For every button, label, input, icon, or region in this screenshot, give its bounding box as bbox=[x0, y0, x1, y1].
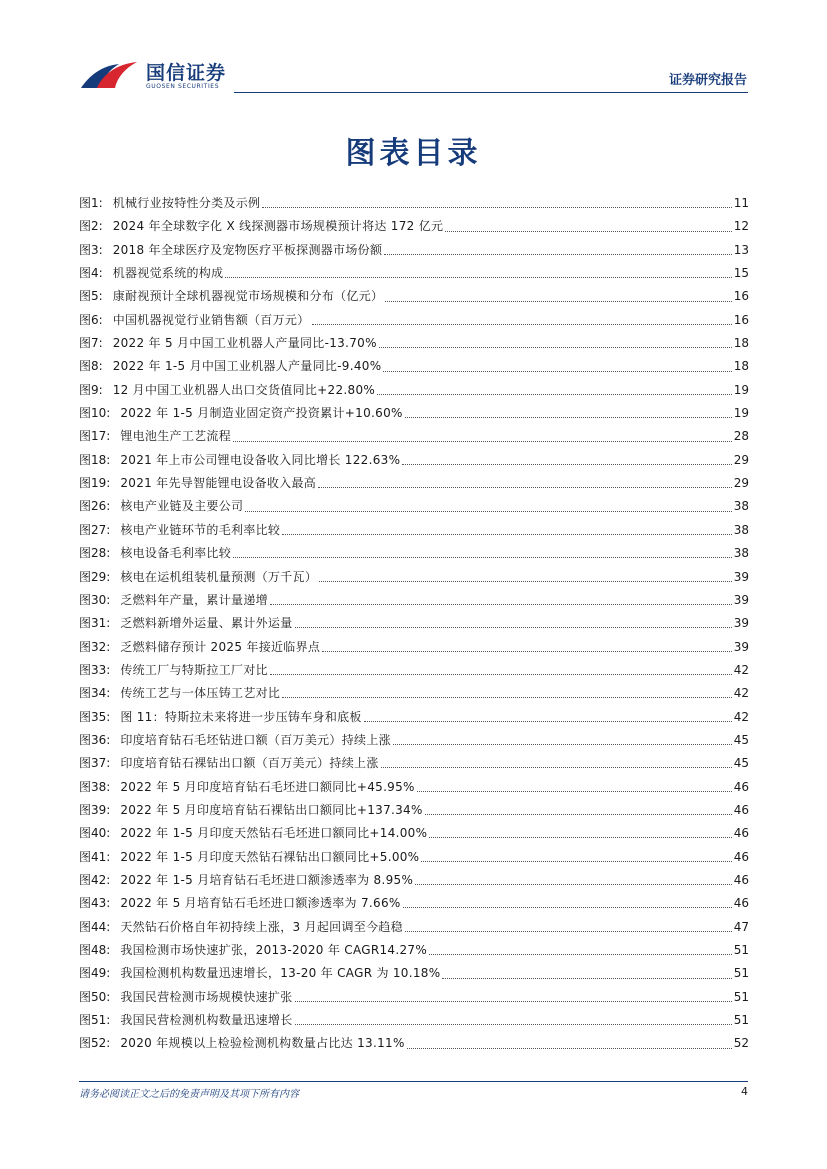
toc-entry-leader bbox=[421, 861, 731, 862]
toc-entry-leader bbox=[322, 651, 732, 652]
toc-entry-leader bbox=[403, 907, 732, 908]
toc-entry[interactable] bbox=[79, 706, 749, 729]
toc-entry-title: 2022 年 1-5 月中国工业机器人产量同比-9.40% bbox=[112, 359, 382, 374]
toc-entry[interactable] bbox=[79, 449, 749, 472]
toc-entry-leader bbox=[233, 441, 732, 442]
toc-entry-page: 16 bbox=[733, 289, 749, 304]
brand-name-cn: 国信证券 bbox=[146, 62, 227, 84]
toc-entry-leader bbox=[262, 207, 731, 208]
page-header bbox=[0, 0, 827, 100]
toc-entry-page: 29 bbox=[733, 476, 749, 491]
toc-entry-leader bbox=[442, 978, 731, 979]
toc-entry-page: 11 bbox=[733, 196, 749, 210]
toc-entry[interactable] bbox=[79, 892, 749, 915]
toc-entry-title: 图 11：特斯拉未来将进一步压铸车身和底板 bbox=[120, 709, 362, 724]
toc-entry-page: 42 bbox=[733, 709, 749, 724]
toc-entry-title: 2022 年 1-5 月印度天然钻石毛坯进口额同比+14.00% bbox=[120, 826, 428, 841]
toc-entry-title: 12 月中国工业机器人出口交货值同比+22.80% bbox=[112, 382, 376, 397]
toc-entry-label: 图4: bbox=[79, 266, 103, 281]
toc-entry[interactable] bbox=[79, 495, 749, 518]
toc-entry-leader bbox=[402, 464, 731, 465]
toc-entry[interactable] bbox=[79, 729, 749, 752]
toc-entry[interactable] bbox=[79, 519, 749, 542]
toc-entry-leader bbox=[415, 884, 732, 885]
toc-entry-page: 46 bbox=[733, 849, 749, 864]
toc-entry-leader bbox=[282, 534, 731, 535]
toc-entry-label: 图52: bbox=[79, 1036, 111, 1051]
toc-entry-label: 图37: bbox=[79, 756, 111, 771]
toc-entry-page: 51 bbox=[733, 1013, 749, 1028]
toc-entry[interactable] bbox=[79, 1032, 749, 1055]
toc-entry[interactable] bbox=[79, 239, 749, 262]
page-title: 图表目录 bbox=[345, 136, 482, 171]
toc-entry-label: 图39: bbox=[79, 802, 111, 817]
toc-entry-title: 2024 年全球数字化 X 线探测器市场规模预计将达 172 亿元 bbox=[112, 219, 444, 234]
toc-entry[interactable] bbox=[79, 962, 749, 985]
toc-entry[interactable] bbox=[79, 355, 749, 378]
toc-entry-label: 图27: bbox=[79, 522, 111, 537]
toc-entry-page: 38 bbox=[733, 546, 749, 561]
toc-entry-title: 2022 年 1-5 月培育钻石毛坯进口额渗透率为 8.95% bbox=[120, 872, 414, 887]
toc-entry-label: 图9: bbox=[79, 382, 103, 397]
toc-entry-page: 51 bbox=[733, 966, 749, 981]
figure-toc bbox=[79, 192, 749, 1056]
report-type: 证券研究报告 bbox=[668, 73, 747, 88]
guosen-logo-icon bbox=[79, 58, 139, 92]
toc-entry-title: 2020 年规模以上检验检测机构数量占比达 13.11% bbox=[120, 1036, 405, 1051]
toc-entry-label: 图8: bbox=[79, 359, 103, 374]
toc-entry[interactable] bbox=[79, 379, 749, 402]
toc-entry-title: 我国民营检测机构数量迅速增长 bbox=[120, 1013, 293, 1028]
toc-entry[interactable] bbox=[79, 986, 749, 1009]
toc-entry-label: 图7: bbox=[79, 336, 103, 351]
toc-entry-leader bbox=[383, 371, 731, 372]
toc-entry-page: 38 bbox=[733, 499, 749, 514]
toc-entry-label: 图35: bbox=[79, 709, 111, 724]
toc-entry-page: 16 bbox=[733, 312, 749, 327]
toc-entry-page: 18 bbox=[733, 359, 749, 374]
toc-entry-leader bbox=[245, 511, 731, 512]
toc-entry-leader bbox=[295, 627, 732, 628]
toc-entry-title: 我国检测市场快速扩张，2013-2020 年 CAGR14.27% bbox=[120, 943, 428, 957]
toc-entry[interactable] bbox=[79, 636, 749, 659]
toc-entry-label: 图17: bbox=[79, 429, 111, 444]
toc-entry[interactable] bbox=[79, 939, 749, 962]
footer-divider bbox=[79, 1081, 748, 1082]
toc-entry-label: 图49: bbox=[79, 966, 111, 981]
toc-entry-page: 52 bbox=[733, 1036, 749, 1051]
toc-entry-leader bbox=[393, 744, 732, 745]
toc-entry-title: 2022 年 1-5 月印度天然钻石裸钻出口额同比+5.00% bbox=[120, 849, 420, 864]
toc-entry-leader bbox=[318, 487, 732, 488]
toc-entry[interactable] bbox=[79, 215, 749, 238]
toc-entry-title: 乏燃料新增外运量、累计外运量 bbox=[120, 616, 293, 631]
toc-entry-leader bbox=[379, 347, 732, 348]
toc-entry[interactable] bbox=[79, 846, 749, 869]
toc-entry-page: 51 bbox=[733, 989, 749, 1004]
toc-entry-page: 42 bbox=[733, 662, 749, 677]
toc-entry[interactable] bbox=[79, 589, 749, 612]
toc-entry-title: 2021 年先导智能锂电设备收入最高 bbox=[120, 476, 317, 491]
toc-entry-title: 2022 年 5 月印度培育钻石毛坯进口额同比+45.95% bbox=[120, 779, 415, 794]
toc-entry[interactable] bbox=[79, 612, 749, 635]
toc-entry-title: 天然钻石价格自年初持续上涨，3 月起回调至今趋稳 bbox=[120, 919, 403, 934]
toc-entry-leader bbox=[319, 581, 732, 582]
toc-entry[interactable] bbox=[79, 472, 749, 495]
toc-entry-leader bbox=[425, 814, 732, 815]
toc-entry[interactable] bbox=[79, 869, 749, 892]
toc-entry-page: 45 bbox=[733, 756, 749, 771]
toc-entry[interactable] bbox=[79, 776, 749, 799]
toc-entry-page: 19 bbox=[733, 382, 749, 397]
header-divider bbox=[234, 92, 748, 93]
toc-entry-page: 12 bbox=[733, 219, 749, 234]
toc-entry-leader bbox=[295, 1001, 732, 1002]
toc-entry-leader bbox=[385, 301, 731, 302]
toc-entry[interactable] bbox=[79, 659, 749, 682]
toc-entry-title: 我国民营检测市场规模快速扩张 bbox=[120, 989, 293, 1004]
toc-entry-label: 图34: bbox=[79, 686, 111, 701]
toc-entry-label: 图1: bbox=[79, 196, 103, 210]
toc-entry-page: 13 bbox=[733, 242, 749, 257]
toc-entry-page: 51 bbox=[733, 943, 749, 957]
toc-entry-leader bbox=[364, 721, 732, 722]
toc-entry-title: 印度培育钻石裸钻出口额（百万美元）持续上涨 bbox=[120, 756, 379, 771]
toc-entry-label: 图6: bbox=[79, 312, 103, 327]
toc-entry[interactable] bbox=[79, 402, 749, 425]
toc-entry-page: 39 bbox=[733, 639, 749, 654]
toc-entry-leader bbox=[270, 604, 732, 605]
toc-entry-page: 15 bbox=[733, 266, 749, 281]
toc-entry-leader bbox=[233, 557, 732, 558]
toc-entry-leader bbox=[270, 674, 732, 675]
toc-entry[interactable] bbox=[79, 916, 749, 939]
toc-entry-page: 38 bbox=[733, 522, 749, 537]
toc-entry-label: 图29: bbox=[79, 569, 111, 584]
toc-entry-title: 传统工厂与特斯拉工厂对比 bbox=[120, 662, 268, 677]
toc-entry[interactable] bbox=[79, 285, 749, 308]
toc-entry-page: 19 bbox=[733, 406, 749, 421]
toc-entry-label: 图41: bbox=[79, 849, 111, 864]
toc-entry-leader bbox=[377, 394, 732, 395]
toc-entry-leader bbox=[384, 254, 731, 255]
toc-entry-title: 核电设备毛利率比较 bbox=[120, 546, 232, 561]
toc-entry-page: 39 bbox=[733, 569, 749, 584]
toc-entry-title: 锂电池生产工艺流程 bbox=[120, 429, 232, 444]
toc-entry-label: 图18: bbox=[79, 452, 111, 467]
toc-entry-leader bbox=[405, 417, 732, 418]
toc-entry-leader bbox=[295, 1024, 732, 1025]
toc-entry-label: 图38: bbox=[79, 779, 111, 794]
toc-entry-title: 核电在运机组装机量预测（万千瓦） bbox=[120, 569, 318, 584]
toc-entry-leader bbox=[417, 791, 732, 792]
toc-entry[interactable] bbox=[79, 192, 749, 215]
toc-entry-page: 46 bbox=[733, 872, 749, 887]
toc-entry-leader bbox=[225, 277, 731, 278]
toc-entry-page: 46 bbox=[733, 896, 749, 911]
toc-entry-page: 39 bbox=[733, 592, 749, 607]
toc-entry-title: 核电产业链环节的毛利率比较 bbox=[120, 522, 281, 537]
toc-entry-label: 图19: bbox=[79, 476, 111, 491]
toc-entry-page: 45 bbox=[733, 732, 749, 747]
toc-entry-page: 46 bbox=[733, 826, 749, 841]
toc-entry-label: 图30: bbox=[79, 592, 111, 607]
toc-entry-title: 我国检测机构数量迅速增长，13-20 年 CAGR 为 10.18% bbox=[120, 966, 441, 981]
toc-entry[interactable] bbox=[79, 332, 749, 355]
toc-entry-label: 图10: bbox=[79, 406, 111, 421]
toc-entry[interactable] bbox=[79, 1009, 749, 1032]
toc-entry-title: 机械行业按特性分类及示例 bbox=[112, 196, 261, 210]
toc-entry-leader bbox=[312, 324, 732, 325]
toc-entry-label: 图51: bbox=[79, 1013, 111, 1028]
toc-entry-title: 中国机器视觉行业销售额（百万元） bbox=[112, 312, 310, 327]
toc-entry-title: 机器视觉系统的构成 bbox=[112, 266, 224, 281]
toc-entry[interactable] bbox=[79, 822, 749, 845]
toc-entry-leader bbox=[282, 697, 731, 698]
toc-entry-label: 图44: bbox=[79, 919, 111, 934]
toc-entry-leader bbox=[405, 931, 732, 932]
toc-entry[interactable] bbox=[79, 309, 749, 332]
toc-entry[interactable] bbox=[79, 566, 749, 589]
toc-entry-label: 图40: bbox=[79, 826, 111, 841]
toc-entry-label: 图28: bbox=[79, 546, 111, 561]
toc-entry-label: 图2: bbox=[79, 219, 103, 234]
toc-entry-label: 图3: bbox=[79, 242, 103, 257]
toc-entry-page: 47 bbox=[733, 919, 749, 934]
toc-entry-title: 2022 年 5 月印度培育钻石裸钻出口额同比+137.34% bbox=[120, 802, 423, 817]
toc-entry-title: 传统工艺与一体压铸工艺对比 bbox=[120, 686, 281, 701]
toc-entry-title: 2018 年全球医疗及宠物医疗平板探测器市场份额 bbox=[112, 242, 383, 257]
toc-entry[interactable] bbox=[79, 542, 749, 565]
toc-entry-page: 46 bbox=[733, 779, 749, 794]
toc-entry-title: 印度培育钻石毛坯钻进口额（百万美元）持续上涨 bbox=[120, 732, 391, 747]
toc-entry[interactable] bbox=[79, 682, 749, 705]
toc-entry-label: 图33: bbox=[79, 662, 111, 677]
toc-entry-leader bbox=[429, 837, 731, 838]
page-number: 4 bbox=[741, 1085, 748, 1098]
toc-entry-title: 2021 年上市公司锂电设备收入同比增长 122.63% bbox=[120, 452, 401, 467]
footer-disclaimer: 请务必阅读正文之后的免责声明及其项下所有内容 bbox=[79, 1089, 299, 1100]
brand-name-en: GUOSEN SECURITIES bbox=[146, 83, 220, 90]
toc-entry-title: 乏燃料年产量，累计量递增 bbox=[120, 592, 268, 607]
toc-entry-label: 图36: bbox=[79, 732, 111, 747]
toc-entry-title: 2022 年 5 月培育钻石毛坯进口额渗透率为 7.66% bbox=[120, 896, 401, 911]
toc-entry-title: 2022 年 1-5 月制造业固定资产投资累计+10.60% bbox=[120, 406, 403, 421]
toc-entry-label: 图50: bbox=[79, 989, 111, 1004]
toc-entry-page: 42 bbox=[733, 686, 749, 701]
toc-entry-title: 2022 年 5 月中国工业机器人产量同比-13.70% bbox=[112, 336, 377, 351]
toc-entry-label: 图5: bbox=[79, 289, 103, 304]
toc-entry-leader bbox=[407, 1048, 732, 1049]
toc-entry-title: 乏燃料储存预计 2025 年接近临界点 bbox=[120, 639, 321, 654]
toc-entry-label: 图26: bbox=[79, 499, 111, 514]
toc-entry-label: 图48: bbox=[79, 943, 111, 957]
toc-entry-label: 图31: bbox=[79, 616, 111, 631]
toc-entry[interactable] bbox=[79, 425, 749, 448]
toc-entry-leader bbox=[429, 954, 732, 955]
toc-entry[interactable] bbox=[79, 799, 749, 822]
toc-entry-leader bbox=[445, 231, 731, 232]
toc-entry-leader bbox=[381, 767, 732, 768]
toc-entry-label: 图42: bbox=[79, 872, 111, 887]
toc-entry-page: 46 bbox=[733, 802, 749, 817]
toc-entry-page: 39 bbox=[733, 616, 749, 631]
toc-entry-page: 28 bbox=[733, 429, 749, 444]
toc-entry-title: 康耐视预计全球机器视觉市场规模和分布（亿元） bbox=[112, 289, 384, 304]
toc-entry-page: 18 bbox=[733, 336, 749, 351]
toc-entry[interactable] bbox=[79, 752, 749, 775]
toc-entry-page: 29 bbox=[733, 452, 749, 467]
toc-entry-title: 核电产业链及主要公司 bbox=[120, 499, 244, 514]
toc-entry[interactable] bbox=[79, 262, 749, 285]
toc-entry-label: 图43: bbox=[79, 896, 111, 911]
toc-entry-label: 图32: bbox=[79, 639, 111, 654]
